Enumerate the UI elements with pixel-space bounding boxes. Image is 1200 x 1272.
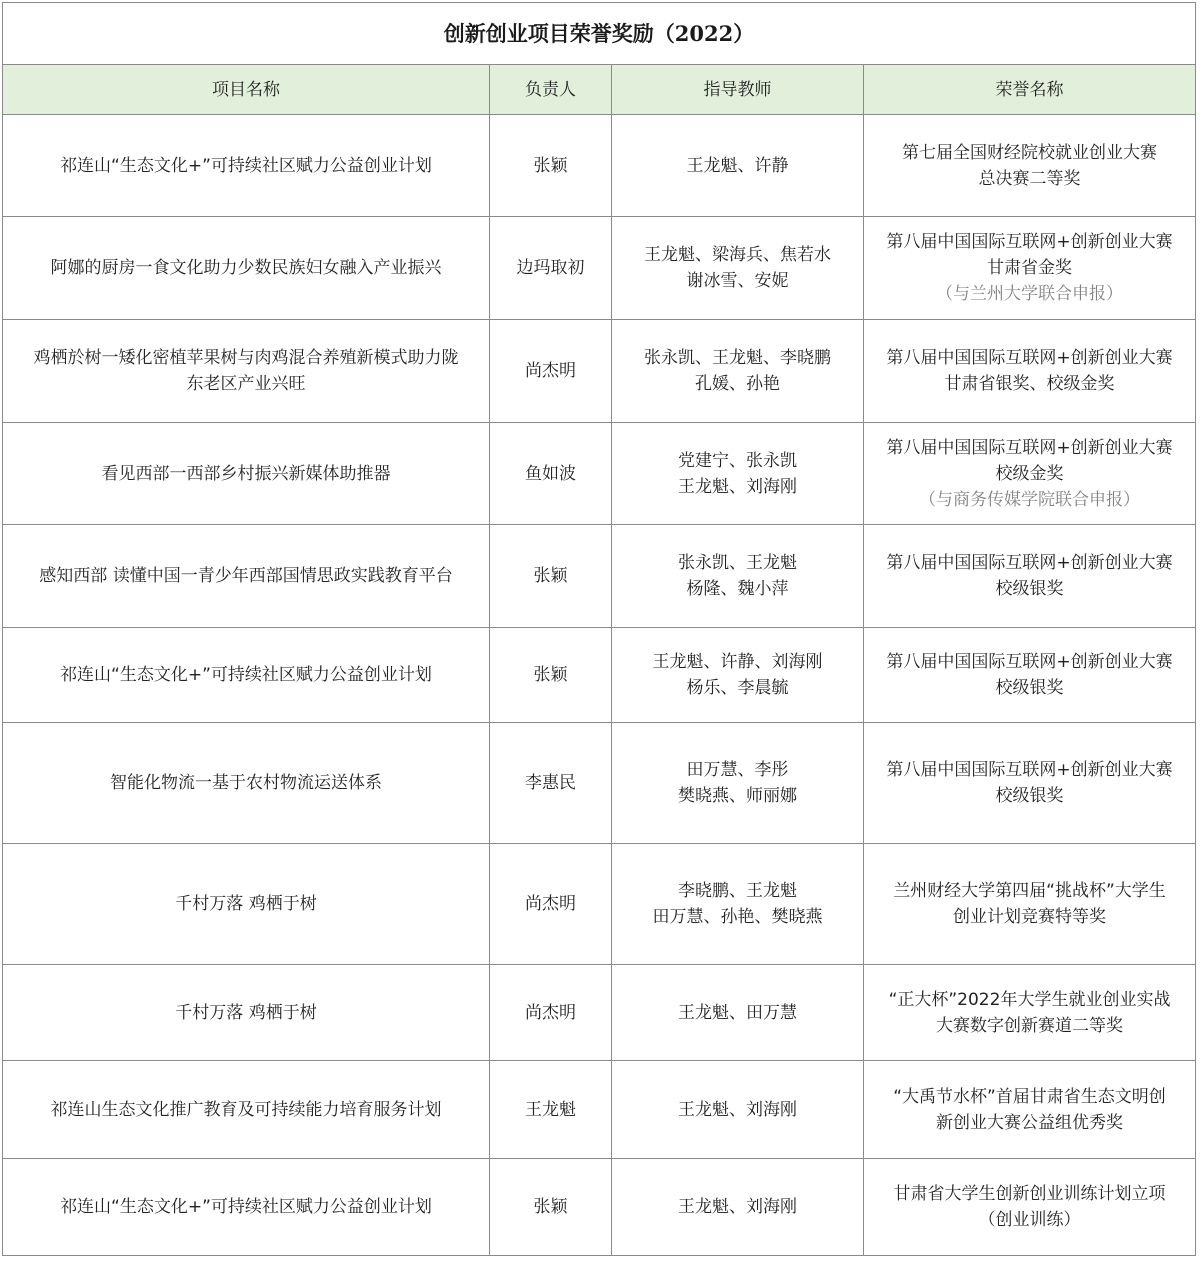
honor-line: 校级金奖 bbox=[995, 463, 1064, 484]
project-name-line: 祁连山“生态文化+”可持续社区赋力公益创业计划 bbox=[60, 1197, 432, 1217]
honor-line: 甘肃省银奖、校级金奖 bbox=[944, 374, 1115, 394]
honor-cell bbox=[864, 115, 1196, 217]
honor-line: 第八届中国国际互联网+创新创业大赛 bbox=[886, 348, 1173, 368]
project-name-cell bbox=[3, 628, 490, 723]
leader-cell: 鱼如波 bbox=[490, 423, 612, 525]
project-name-cell bbox=[3, 320, 490, 423]
honor-line: 总决赛二等奖 bbox=[978, 168, 1081, 189]
header-project: 项目名称 bbox=[3, 65, 490, 115]
leader-cell: 边玛取初 bbox=[490, 217, 612, 320]
leader-cell: 张颖 bbox=[490, 1159, 612, 1256]
advisors-cell bbox=[612, 965, 864, 1061]
project-name-cell bbox=[3, 115, 490, 217]
honor-line: 第八届中国国际互联网+创新创业大赛 bbox=[886, 760, 1173, 780]
table-row bbox=[3, 723, 1196, 844]
advisors-line: 王龙魁、许静 bbox=[686, 155, 789, 176]
advisors-line: 杨乐、李晨毓 bbox=[686, 678, 789, 698]
advisors-cell bbox=[612, 844, 864, 965]
honor-line: 第八届中国国际互联网+创新创业大赛 bbox=[886, 652, 1173, 672]
project-name-cell bbox=[3, 965, 490, 1061]
table-row bbox=[3, 525, 1196, 628]
leader-cell: 李惠民 bbox=[490, 723, 612, 844]
table-row bbox=[3, 217, 1196, 320]
honor-line: 甘肃省大学生创新创业训练计划立项 bbox=[893, 1184, 1166, 1204]
leader-cell: 尚杰明 bbox=[490, 844, 612, 965]
honor-cell bbox=[864, 1061, 1196, 1159]
project-name-cell bbox=[3, 1159, 490, 1256]
project-name-cell bbox=[3, 423, 490, 525]
table-row bbox=[3, 844, 1196, 965]
header-leader: 负责人 bbox=[490, 65, 612, 115]
honor-line: 第八届中国国际互联网+创新创业大赛 bbox=[886, 232, 1173, 252]
advisors-line: 樊晓燕、师丽娜 bbox=[678, 786, 797, 806]
honor-line: 校级银奖 bbox=[995, 678, 1064, 698]
honor-cell bbox=[864, 217, 1196, 320]
advisors-cell bbox=[612, 1159, 864, 1256]
advisors-line: 孔媛、孙艳 bbox=[695, 374, 780, 394]
project-name-line: 千村万落 鸡栖于树 bbox=[175, 1002, 317, 1023]
advisors-cell bbox=[612, 217, 864, 320]
honor-cell bbox=[864, 723, 1196, 844]
header-honor: 荣誉名称 bbox=[864, 65, 1196, 115]
honor-line: “正大杯”2022年大学生就业创业实战 bbox=[888, 989, 1171, 1010]
advisors-line: 王龙魁、田万慧 bbox=[678, 1002, 797, 1023]
advisors-line: 田万慧、李彤 bbox=[686, 760, 789, 780]
honor-line: 新创业大赛公益组优秀奖 bbox=[936, 1112, 1123, 1133]
project-name-line: 祁连山“生态文化+”可持续社区赋力公益创业计划 bbox=[60, 665, 432, 685]
honor-cell bbox=[864, 965, 1196, 1061]
advisors-line: 杨隆、魏小萍 bbox=[686, 579, 789, 599]
leader-cell: 王龙魁 bbox=[490, 1061, 612, 1159]
honor-line: 第八届中国国际互联网+创新创业大赛 bbox=[886, 553, 1173, 573]
awards-table bbox=[2, 2, 1196, 1256]
project-name-line: 鸡栖於树一矮化密植苹果树与肉鸡混合养殖新模式助力陇 bbox=[33, 348, 459, 368]
leader-cell: 张颖 bbox=[490, 525, 612, 628]
advisors-cell bbox=[612, 525, 864, 628]
honor-cell bbox=[864, 423, 1196, 525]
header-advisors: 指导教师 bbox=[612, 65, 864, 115]
advisors-line: 党建宁、张永凯 bbox=[678, 450, 797, 471]
project-name-cell bbox=[3, 525, 490, 628]
honor-cell bbox=[864, 525, 1196, 628]
table-row bbox=[3, 423, 1196, 525]
advisors-line: 王龙魁、刘海刚 bbox=[678, 476, 797, 497]
advisors-cell bbox=[612, 423, 864, 525]
project-name-cell bbox=[3, 1061, 490, 1159]
header-row bbox=[3, 65, 1196, 115]
advisors-line: 田万慧、孙艳、樊晓燕 bbox=[652, 907, 823, 927]
honor-line: 第八届中国国际互联网+创新创业大赛 bbox=[886, 437, 1173, 458]
honor-line: “大禹节水杯”首届甘肃省生态文明创 bbox=[893, 1086, 1166, 1107]
project-name-line: 智能化物流一基于农村物流运送体系 bbox=[110, 773, 382, 793]
advisors-cell bbox=[612, 628, 864, 723]
project-name-cell bbox=[3, 217, 490, 320]
honor-line: 第七届全国财经院校就业创业大赛 bbox=[902, 142, 1157, 163]
advisors-cell bbox=[612, 115, 864, 217]
project-name-line: 祁连山“生态文化+”可持续社区赋力公益创业计划 bbox=[60, 155, 432, 176]
advisors-line: 张永凯、王龙魁 bbox=[678, 553, 797, 573]
joint-application-note: （与商务传媒学院联合申报） bbox=[919, 489, 1140, 510]
project-name-cell bbox=[3, 723, 490, 844]
project-name-line: 千村万落 鸡栖于树 bbox=[175, 894, 317, 914]
project-name-line: 看见西部一西部乡村振兴新媒体助推器 bbox=[101, 463, 391, 484]
advisors-line: 王龙魁、刘海刚 bbox=[678, 1197, 797, 1217]
advisors-cell bbox=[612, 723, 864, 844]
table-title: 创新创业项目荣誉奖励（2022） bbox=[3, 3, 1196, 65]
table-body bbox=[3, 115, 1196, 1256]
advisors-cell bbox=[612, 1061, 864, 1159]
project-name-line: 阿娜的厨房一食文化助力少数民族妇女融入产业振兴 bbox=[50, 258, 442, 278]
honor-line: 兰州财经大学第四届“挑战杯”大学生 bbox=[893, 881, 1166, 901]
table-row bbox=[3, 1061, 1196, 1159]
advisors-line: 张永凯、王龙魁、李晓鹏 bbox=[644, 348, 831, 368]
leader-cell: 张颖 bbox=[490, 628, 612, 723]
project-name-line: 东老区产业兴旺 bbox=[186, 374, 306, 394]
leader-cell: 尚杰明 bbox=[490, 965, 612, 1061]
advisors-line: 王龙魁、梁海兵、焦若水 bbox=[644, 245, 831, 265]
advisors-line: 王龙魁、刘海刚 bbox=[678, 1099, 797, 1120]
leader-cell: 尚杰明 bbox=[490, 320, 612, 423]
honor-cell bbox=[864, 628, 1196, 723]
project-name-line: 祁连山生态文化推广教育及可持续能力培育服务计划 bbox=[50, 1099, 442, 1120]
honor-line: 创业计划竞赛特等奖 bbox=[953, 907, 1106, 927]
advisors-line: 李晓鹏、王龙魁 bbox=[678, 881, 797, 901]
project-name-line: 感知西部 读懂中国一青少年西部国情思政实践教育平台 bbox=[39, 566, 453, 586]
joint-application-note: （与兰州大学联合申报） bbox=[936, 284, 1123, 304]
honor-line: 甘肃省金奖 bbox=[987, 258, 1072, 278]
honor-cell bbox=[864, 844, 1196, 965]
project-name-cell bbox=[3, 844, 490, 965]
title-row bbox=[3, 3, 1196, 65]
honor-line: 校级银奖 bbox=[995, 786, 1064, 806]
table-row bbox=[3, 628, 1196, 723]
table-row bbox=[3, 1159, 1196, 1256]
leader-cell: 张颖 bbox=[490, 115, 612, 217]
table-row bbox=[3, 115, 1196, 217]
honor-cell bbox=[864, 1159, 1196, 1256]
table-row bbox=[3, 320, 1196, 423]
advisors-cell bbox=[612, 320, 864, 423]
honor-line: 大赛数字创新赛道二等奖 bbox=[936, 1015, 1123, 1036]
table-row bbox=[3, 965, 1196, 1061]
honor-line: 校级银奖 bbox=[995, 579, 1064, 599]
advisors-line: 王龙魁、许静、刘海刚 bbox=[652, 652, 823, 672]
honor-cell bbox=[864, 320, 1196, 423]
advisors-line: 谢冰雪、安妮 bbox=[686, 271, 789, 291]
honor-line: （创业训练） bbox=[978, 1210, 1081, 1230]
